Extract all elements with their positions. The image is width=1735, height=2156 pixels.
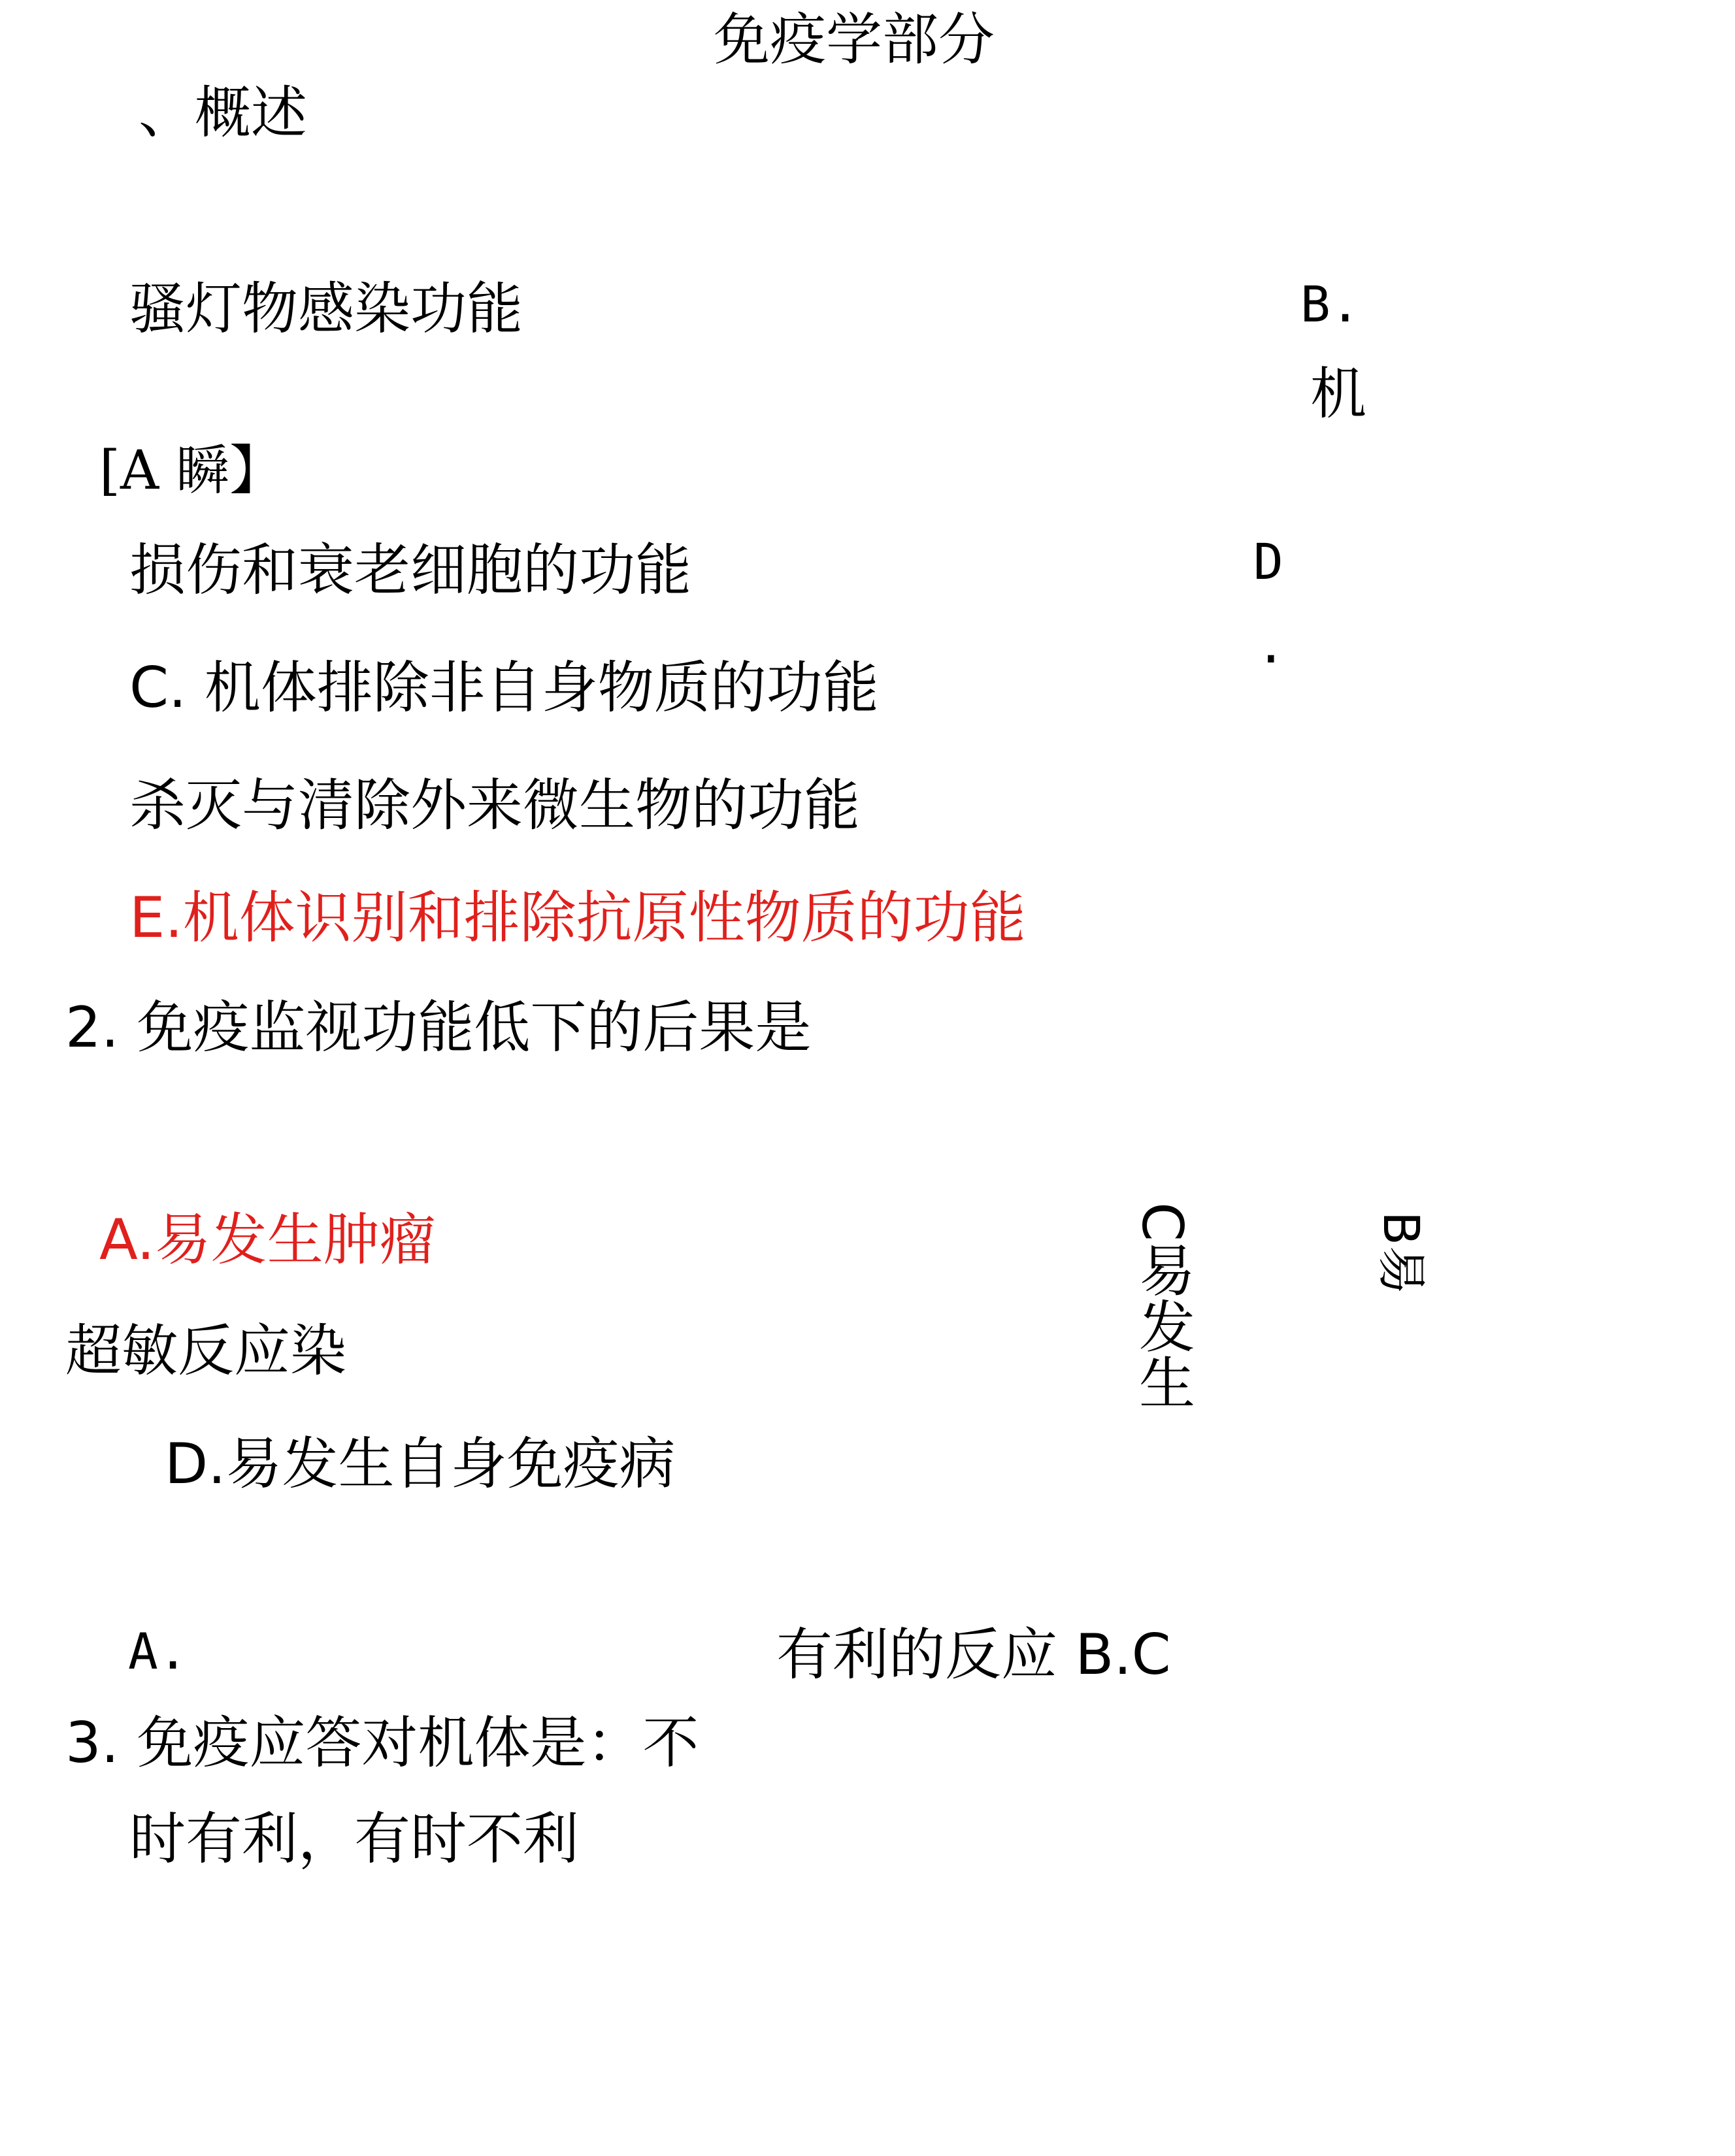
q2-text-infection: 超敏反应染 [65,1318,346,1384]
q3-stem: 3. 免疫应答对机体是：不 [65,1710,699,1776]
q1-answer-bracket: [A 瞬】 [99,440,284,502]
q1-text-line-a: 骚灯物感染功能 [129,276,523,342]
q2-option-d: D.易发生自身免疫病 [165,1431,676,1497]
q1-option-d-label: D [1253,532,1283,591]
q1-text-line-d: 杀灭与清除外来微生物的功能 [129,773,860,838]
page-title: 免疫学部分 [714,7,995,73]
q2-option-a-answer: A.易发生肿瘤 [99,1207,436,1273]
section-heading: 、概述 [139,80,307,146]
q3-text-line2: 时有利，有时不利 [129,1806,579,1872]
q1-option-b-char: 机 [1310,361,1366,427]
q2-option-b-rotated: B易 [1372,1211,1431,1296]
q2-option-c-vertical: C易发生 [1129,1202,1195,1411]
q1-text-line-b: 损伤和衰老细胞的功能 [129,538,691,603]
q1-option-e-answer: E.机体识别和排除抗原性物质的功能 [129,885,1026,951]
q3-option-a-label: A. [128,1622,188,1680]
q3-option-right: 有利的反应 B.C [776,1622,1171,1688]
q1-option-c: C. 机体排除非自身物质的功能 [129,655,879,721]
q1-option-b-label: B. [1300,275,1361,333]
q1-option-d-dot: . [1256,616,1286,674]
q2-stem: 2. 免疫监视功能低下的后果是 [65,995,812,1060]
